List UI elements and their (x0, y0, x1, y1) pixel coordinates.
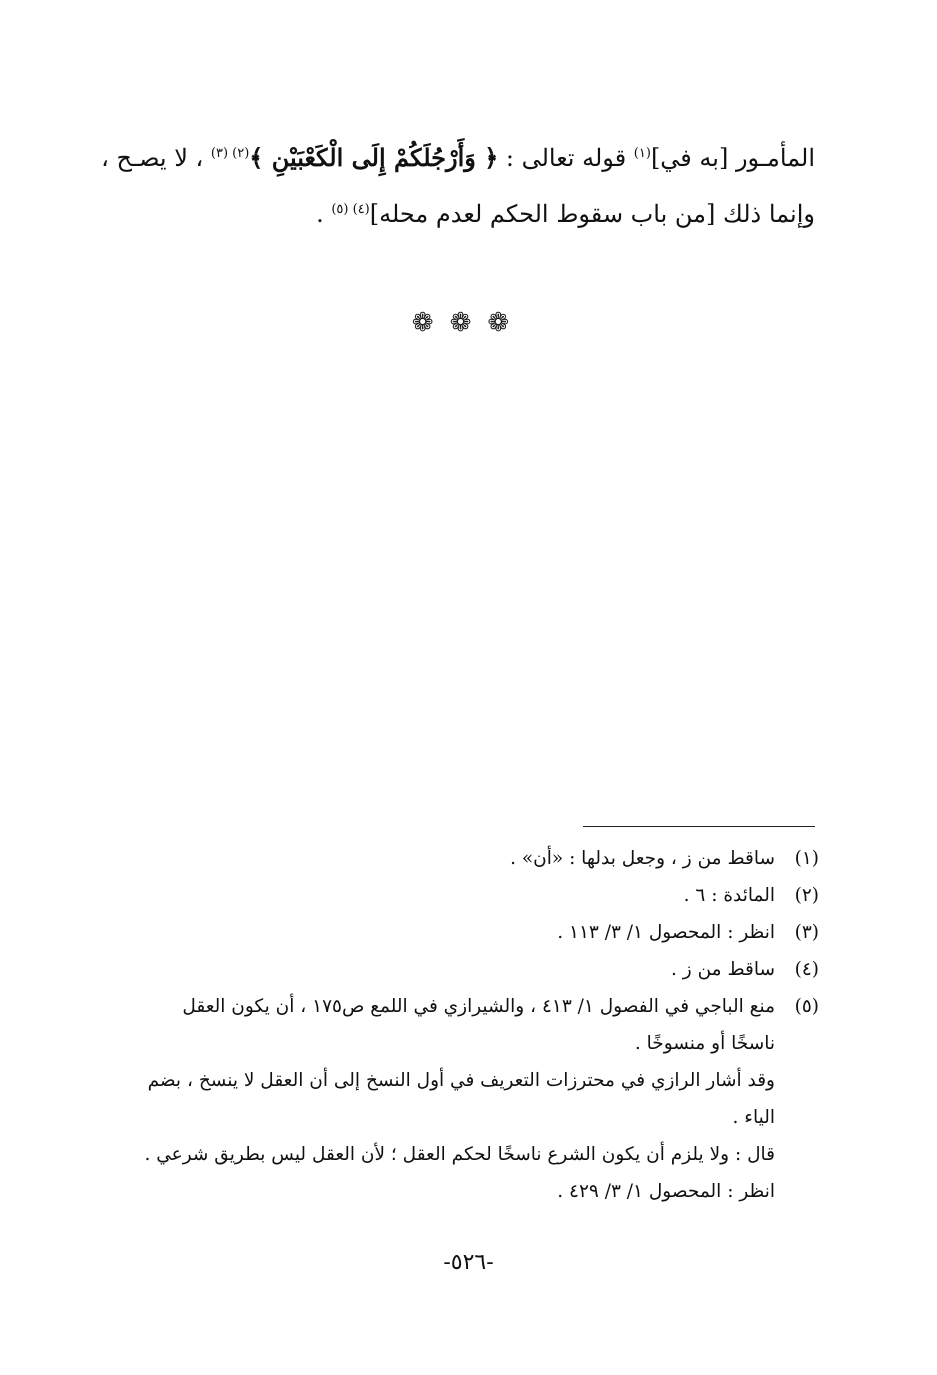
footnote-2 (108, 877, 819, 914)
main-line-2-text-b: . (316, 200, 332, 228)
footnote-number: (١) (794, 848, 819, 869)
footnote-5 (108, 988, 819, 1210)
main-line-1-text-a: المأمـور [به في] (650, 144, 815, 172)
main-line-1-text-c: ، لا يصـح ، (101, 144, 211, 172)
footnote-number: (٢) (794, 885, 819, 906)
flower-ornament-icon: ❁ (411, 308, 450, 338)
footnote-4 (108, 951, 819, 988)
main-line-2 (120, 186, 815, 242)
footnote-ref-4-5[interactable]: (٤) (٥) (331, 202, 370, 217)
footnote-separator (583, 826, 815, 827)
footnote-text-line-3: وقد أشار الرازي في محترزات التعريف في أول النسخ إلى أن العقل لا ينسخ ، بضم (147, 1070, 775, 1091)
footnote-number: (٣) (794, 922, 819, 943)
footnote-ref-2-3[interactable]: (٢) (٣) (210, 146, 250, 161)
footnote-text-line-2: ناسخًا أو منسوخًا . (634, 1033, 775, 1054)
main-text (101, 130, 815, 242)
flower-ornament-icon: ❁ (487, 308, 526, 338)
flower-ornament-icon: ❁ (449, 308, 488, 338)
quran-verse: ﴿ وَأَرْجُلَكُمْ إِلَى الْكَعْبَيْنِ ﴾ (249, 143, 499, 172)
footnote-text: انظر : المحصول ١/ ٣/ ١١٣ . (557, 922, 775, 943)
footnote-3 (108, 914, 819, 951)
main-line-1-text-b: قوله تعالى : (498, 144, 634, 172)
footnote-text: ساقط من ز . (671, 959, 775, 980)
page-number: -٥٢٦- (443, 1250, 494, 1275)
footnote-1 (108, 840, 819, 877)
section-divider-ornaments (0, 308, 937, 338)
footnote-text-line-5: قال : ولا يلزم أن يكون الشرع ناسخًا لحكم العقل ؛ لأن العقل ليس بطريق شرعي . (144, 1144, 775, 1165)
footnotes (108, 840, 819, 1210)
footnote-ref-1[interactable]: (١) (633, 146, 651, 161)
footnote-text-line-6: انظر : المحصول ١/ ٣/ ٤٢٩ . (557, 1181, 775, 1202)
footnote-text: المائدة : ٦ . (683, 885, 775, 906)
footnote-number: (٤) (794, 959, 819, 980)
footnote-text-line-4: الياء . (732, 1107, 775, 1128)
footnote-text: ساقط من ز ، وجعل بدلها : «أن» . (510, 848, 775, 869)
footnote-number: (٥) (794, 996, 819, 1017)
main-line-2-text-a: وإنما ذلك [من باب سقوط الحكم لعدم محله] (369, 200, 815, 228)
main-line-1 (101, 130, 815, 186)
footnote-text-line-1: منع الباجي في الفصول ١/ ٤١٣ ، والشيرازي في اللمع ص١٧٥ ، أن يكون العقل (182, 996, 775, 1017)
